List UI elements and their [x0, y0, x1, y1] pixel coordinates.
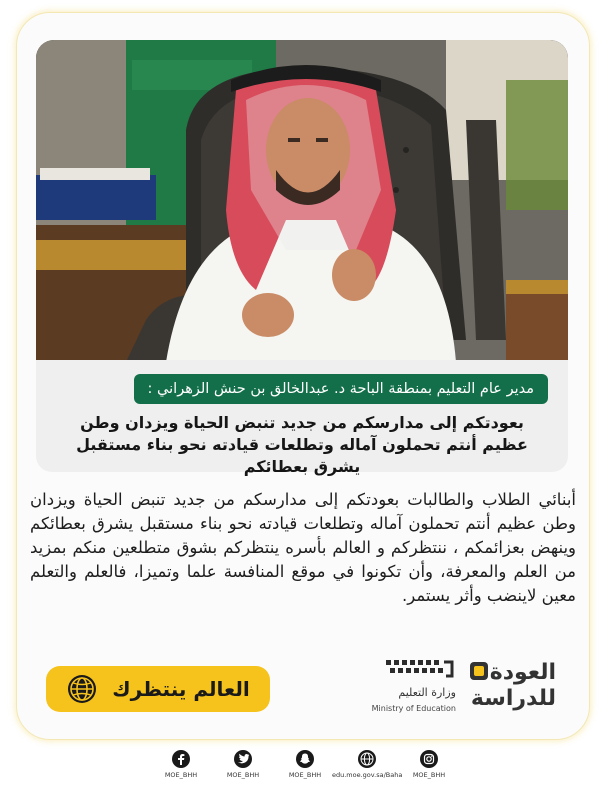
snapchat-icon	[296, 750, 314, 768]
facebook-icon	[172, 750, 190, 768]
moe-english-name: Ministry of Education	[371, 704, 456, 713]
back-to-school-logo	[470, 660, 556, 720]
caption-box	[36, 360, 568, 476]
speaker-title: مدير عام التعليم بمنطقة الباحة د. عبدالخالق بن حنش الزهراني :	[134, 374, 548, 404]
message-body: أبنائي الطلاب والطالبات بعودتكم إلى مدارسكم من جديد تنبض الحياة ويزدان وطن عظيم أنتم تحملون آماله وتطلعات قيادته نحو بناء مستقبل يشرق بعطائكم وينهض بعزائمكم ، ننتظركم و العالم بأسره ينتظركم بشوق متطلعين منكم بمزيد من العلم والمعرفة، وأن تكونوا في موقع المنافسة علما وتميزا، فالعلم والتعلم معين لاينضب وأثر يستمر.	[30, 490, 576, 605]
facebook-handle: MOE_BHH	[164, 771, 198, 779]
twitter-icon	[234, 750, 252, 768]
social-website[interactable]	[332, 750, 402, 779]
instagram-icon	[420, 750, 438, 768]
social-twitter[interactable]	[208, 750, 278, 779]
book-icon	[470, 662, 488, 680]
official-portrait-photo	[36, 40, 568, 362]
website-url: edu.moe.gov.sa/Baha	[332, 771, 403, 779]
cta-label: العالم ينتظرك	[112, 677, 250, 701]
snapchat-handle: MOE_BHH	[288, 771, 322, 779]
globe-icon	[66, 673, 98, 705]
moe-dots-icon	[386, 658, 456, 680]
social-instagram[interactable]	[394, 750, 464, 779]
moe-arabic-name: وزارة التعليم	[398, 686, 456, 699]
social-links-bar	[0, 750, 606, 790]
ministry-of-education-logo	[360, 658, 460, 720]
return-logo-line1: العودة	[489, 660, 556, 685]
world-awaits-button[interactable]	[46, 666, 270, 712]
social-snapchat[interactable]	[270, 750, 340, 779]
twitter-handle: MOE_BHH	[226, 771, 260, 779]
headline-quote: بعودتكم إلى مدارسكم من جديد تنبض الحياة ويزدان وطن عظيم أنتم تحملون آماله وتطلعات قيادته نحو بناء مستقبل يشرق بعطائكم	[76, 413, 528, 476]
social-facebook[interactable]	[146, 750, 216, 779]
return-logo-line2: للدراسة	[470, 686, 556, 711]
instagram-handle: MOE_BHH	[412, 771, 446, 779]
globe-icon	[358, 750, 376, 768]
